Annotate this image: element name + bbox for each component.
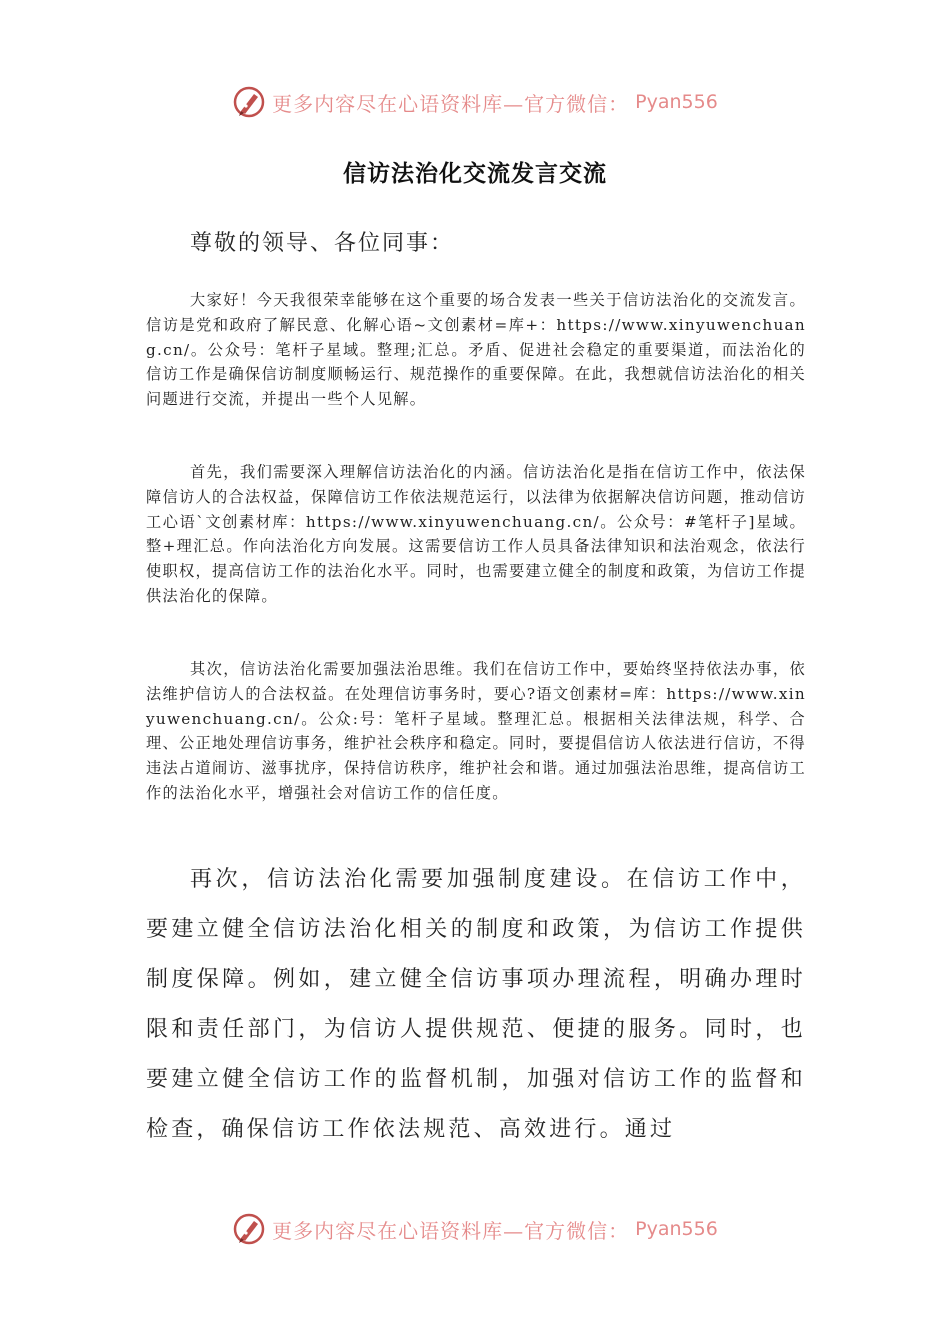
salutation: 尊敬的领导、各位同事： [190,231,455,256]
document-title: 信访法治化交流发言交流 [343,160,607,187]
header-banner [0,82,950,122]
banner-wechat-handle: Pyan556 [635,91,718,113]
paragraph-intro: 大家好！今天我很荣幸能够在这个重要的场合发表一些关于信访法治化的交流发言。信访是党和政府了解民意、化解心语~文创素材=库+：https://www.xinyuwenchuang.cn/。公众号：笔杆子星域。整理;汇总。矛盾、促进社会稳定的重要渠道，而法治化的信访工作是确保信访制度顺畅运行、规范操作的重要保障。在此，我想就信访法治化的相关问题进行交流，并提出一些个人见解。 [146,291,806,409]
footer-banner [0,1209,950,1249]
banner-text: 更多内容尽在心语资料库—官方微信： [272,91,630,116]
pen-logo-icon [232,1212,266,1246]
banner-wechat-handle: Pyan556 [635,1218,718,1240]
paragraph-second: 其次，信访法治化需要加强法治思维。我们在信访工作中，要始终坚持依法办事，依法维护信访人的合法权益。在处理信访事务时，要心?语文创素材=库：https://www.xinyuwenchuang.cn/。公众:号：笔杆子星域。整理汇总。根据相关法律法规，科学、合理、公正地处理信访事务，维护社会秩序和稳定。同时，要提倡信访人依法进行信访，不得违法占道闹访、滋事扰序，保持信访秩序，维护社会和谐。通过加强法治思维，提高信访工作的法治化水平，增强社会对信访工作的信任度。 [146,660,806,802]
pen-logo-icon [232,85,266,119]
paragraph-first: 首先，我们需要深入理解信访法治化的内涵。信访法治化是指在信访工作中，依法保障信访人的合法权益，保障信访工作依法规范运行，以法律为依据解决信访问题，推动信访工心语`文创素材库：https://www.xinyuwenchuang.cn/。公众号：#笔杆子]星域。整+理汇总。作向法治化方向发展。这需要信访工作人员具备法律知识和法治观念，依法行使职权，提高信访工作的法治化水平。同时，也需要建立健全的制度和政策，为信访工作提供法治化的保障。 [146,463,806,605]
paragraph-third: 再次，信访法治化需要加强制度建设。在信访工作中，要建立健全信访法治化相关的制度和政策，为信访工作提供制度保障。例如，建立健全信访事项办理流程，明确办理时限和责任部门，为信访人提供规范、便捷的服务。同时，也要建立健全信访工作的监督机制，加强对信访工作的监督和检查，确保信访工作依法规范、高效进行。通过 [146,867,806,1142]
banner-text: 更多内容尽在心语资料库—官方微信： [272,1218,630,1243]
